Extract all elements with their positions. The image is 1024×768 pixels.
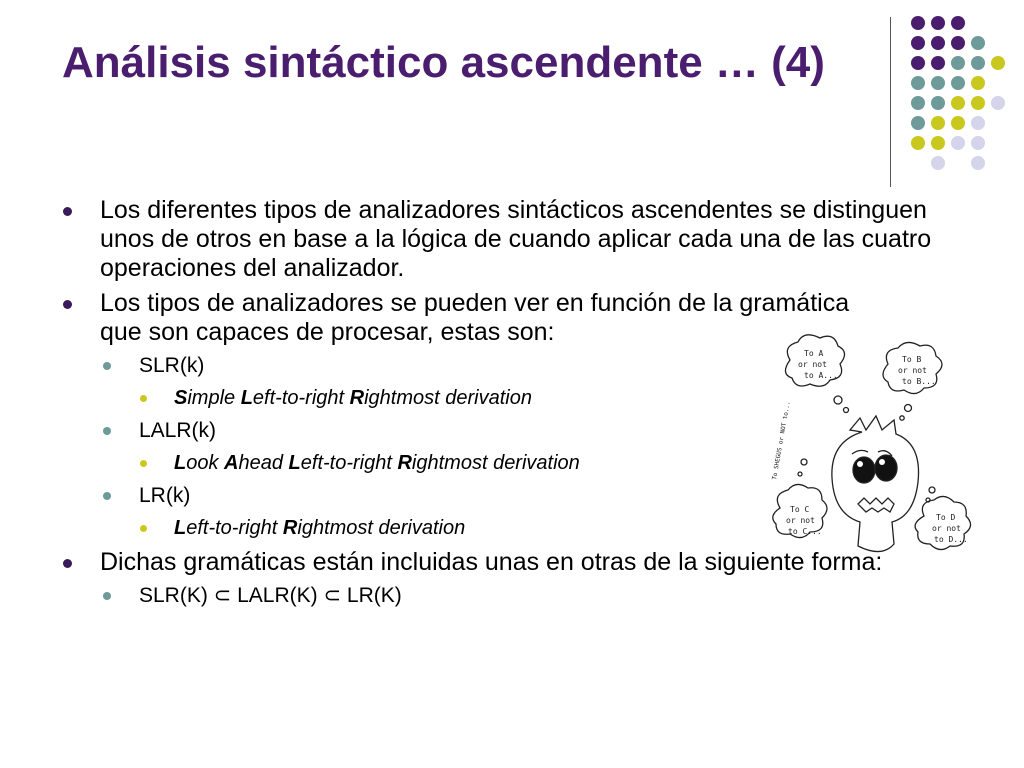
desc-text: ightmost derivation [297,517,466,539]
grid-dot [931,76,945,90]
sub-sub-bullet-dot [140,460,147,467]
bubble-trail [844,408,849,413]
sub-bullet-dot [103,427,111,435]
grid-dot [971,56,985,70]
bubble-trail [905,405,912,412]
grid-dot [971,76,985,90]
desc-text: head [238,452,289,474]
bubble-d-line-2: or not [932,524,961,533]
grid-dot [911,76,925,90]
desc-text: eft-to-right [186,517,283,539]
desc-text: ook [186,452,225,474]
bubble-a-line-1: To A [804,349,824,358]
grid-dot [911,136,925,150]
bullet-dot [63,559,72,568]
initial-letter: R [282,517,298,539]
desc-text: ightmost derivation [364,387,532,409]
bubble-c-line-1: To C [790,505,810,514]
bubble-trail [801,459,807,465]
grid-dot [911,116,925,130]
bubble-b-line-1: To B [902,355,922,364]
grid-dot [931,156,945,170]
inclusion-formula: SLR(K) ⊂ LALR(K) ⊂ LR(K) [139,584,402,607]
bullet-text: Los diferentes tipos de analizadores sintácticos ascendentes se distinguen unos de otros en base a la lógica de cuando aplicar cada una de las cuatro operaciones del analizador. [100,196,932,282]
confused-cartoon-illustration [760,330,985,560]
grid-dot [971,96,985,110]
grid-dot [931,136,945,150]
sub-sub-bullet-dot [140,395,147,402]
grid-dot [951,56,965,70]
parser-name: SLR(k) [139,354,205,377]
bubble-trail [900,416,904,420]
grid-dot [951,136,965,150]
eye-highlight [857,461,863,467]
grid-dot [951,16,965,30]
bubble-d-line-1: To D [936,513,956,522]
bubble-b-line-3: to B... [902,377,936,386]
cartoon-head [832,416,919,552]
cartoon-brow [852,450,868,454]
divider-line [890,17,891,187]
parser-name: LR(k) [139,484,191,507]
side-handwritten-text: To SHEGUS or NOT to... [771,400,792,481]
sub-bullet-dot [103,592,111,600]
grid-dot [911,56,925,70]
eye-highlight [879,459,885,465]
bubble-c-line-3: to C... [788,527,822,536]
parser-name: LALR(k) [139,419,217,442]
grid-dot [951,116,965,130]
desc-text: imple [187,387,241,409]
initial-letter: L [240,387,253,409]
cartoon-eye-right [875,455,897,481]
grid-dot [911,96,925,110]
grid-dot [911,36,925,50]
grid-dot [971,156,985,170]
grid-dot [931,36,945,50]
cartoon-eye-left [853,457,875,483]
initial-letter: R [397,452,412,474]
desc-text: eft-to-right [300,452,398,474]
bubble-a-line-2: or not [798,360,827,369]
bullet-text: Los tipos de analizadores se pueden ver en función de la gramática que son capaces de procesar, estas son: [100,289,850,346]
bubble-trail [929,487,935,493]
grid-dot [971,116,985,130]
sub-bullet-dot [103,492,111,500]
initial-letter: L [174,517,187,539]
grid-dot [991,96,1005,110]
grid-dot [951,36,965,50]
grid-dot [931,56,945,70]
bullet-item [60,196,960,283]
bullet-text: Dichas gramáticas están incluidas unas en otras de la siguiente forma: [100,548,883,576]
sub-sub-bullet-dot [140,525,147,532]
grid-dot [911,16,925,30]
initial-letter: L [288,452,301,474]
bubble-c-line-2: or not [786,516,815,525]
bubble-d-line-3: to D... [934,535,968,544]
grid-dot [951,76,965,90]
grid-dot [971,136,985,150]
desc-text: ightmost derivation [411,452,580,474]
bullet-dot [63,300,72,309]
slide-title: Análisis sintáctico ascendente … (4) [62,38,825,87]
bubble-trail [798,472,802,476]
bullet-item [60,289,860,347]
initial-letter: R [349,387,365,409]
desc-text: eft-to-right [252,387,350,409]
bubble-a-line-3: to A... [804,371,838,380]
bubble-b-line-2: or not [898,366,927,375]
grid-dot [931,116,945,130]
grid-dot [951,96,965,110]
initial-letter: S [174,387,188,409]
bubble-trail [834,396,842,404]
initial-letter: L [174,452,187,474]
bullet-dot [63,207,72,216]
grid-dot [931,96,945,110]
grid-dot [971,36,985,50]
grid-dot [991,56,1005,70]
cartoon-mouth [858,498,894,512]
grid-dot [931,16,945,30]
sub-bullet-item [60,583,960,609]
sub-bullet-dot [103,362,111,370]
initial-letter: A [224,452,239,474]
